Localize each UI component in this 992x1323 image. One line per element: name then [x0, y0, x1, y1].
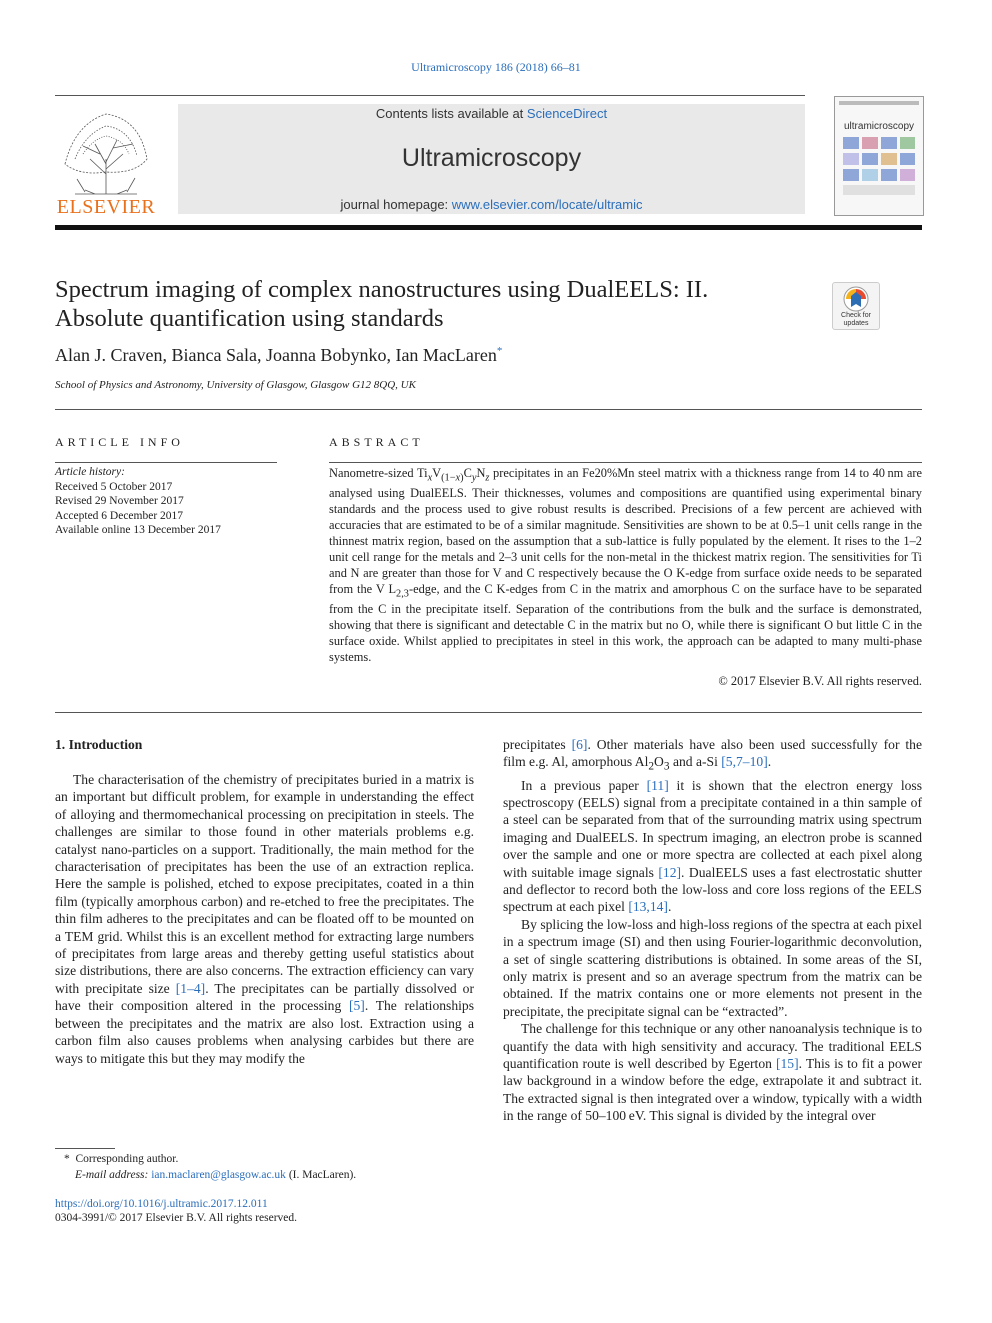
online-date: Available online 13 December 2017	[55, 524, 221, 536]
revised-date: Revised 29 November 2017	[55, 495, 184, 507]
author-name[interactable]: Bianca Sala	[171, 345, 257, 365]
article-info-heading: ARTICLE INFO	[55, 435, 184, 449]
author-name[interactable]: Joanna Bobynko	[265, 345, 387, 365]
cover-image-grid-icon	[843, 137, 915, 199]
homepage-line: journal homepage: www.elsevier.com/locate/ultramic	[340, 197, 643, 212]
article-title	[55, 275, 815, 333]
issn-line: 0304-3991/© 2017 Elsevier B.V. All rights reserved.	[55, 1212, 298, 1224]
cover-top-band	[839, 101, 919, 105]
author-name[interactable]: Ian MacLaren	[395, 345, 497, 365]
email-link[interactable]: ian.maclaren@glasgow.ac.uk	[151, 1169, 286, 1181]
check-updates-label: Check for updates	[841, 312, 871, 327]
citation-link[interactable]: [15]	[775, 1056, 799, 1072]
journal-title: Ultramicroscopy	[401, 144, 582, 172]
paragraph: The characterisation of the chemistry of precipitates buried in a matrix is an important but difficult problem, for example in understanding the effect of alloying and thermomechanical processing on precipitation in steels. The challenges are similar to those found in other materials problems e.g. catalyst nano-particles on a support. Traditionally, the main method for the characterisation of precipitates has been the use of an extraction replica. Here the sample is polished, etched to expose precipitates, coated in a thin film (typically amorphous carbon) and re-etched to free the precipitates. The thin film adheres to the precipitates and can be floated off to be mounted on a TEM grid. Whilst this is an excellent method for extracting large numbers of precipitates from large areas and thereby getting useful statistics about size distributions, there are also concerns. The extraction efficiency can vary with precipitate size [1–4]. The precipitates can be partially dissolved or have their composition altered in the processing [5]. The relationships between the precipitates and the matrix are also lost. Extraction using a carbon film also causes problems when analysing carbides but there are ways to mitigate this but they may modify the	[55, 772, 474, 1066]
check-for-updates-button[interactable]	[832, 282, 880, 330]
journal-reference-link[interactable]: Ultramicroscopy 186 (2018) 66–81	[411, 60, 581, 74]
affiliation: School of Physics and Astronomy, University of Glasgow, Glasgow G12 8QQ, UK	[55, 379, 416, 391]
contents-line: Contents lists available at ScienceDirect	[375, 106, 608, 121]
abstract-copyright: © 2017 Elsevier B.V. All rights reserved.	[718, 674, 922, 688]
section-rule	[55, 712, 922, 713]
title-line-2: Absolute quantification using standards	[55, 305, 444, 332]
citation-link[interactable]: [1–4]	[175, 980, 206, 996]
section-heading: 1. Introduction	[55, 737, 143, 752]
footnote-corresponding: * Corresponding author.	[64, 1153, 179, 1165]
citation-link[interactable]: [5,7–10]	[721, 754, 768, 770]
footnote-email: E-mail address: ian.maclaren@glasgow.ac.uk (I. MacLaren).	[75, 1169, 357, 1181]
journal-cover-thumbnail[interactable]	[834, 96, 924, 216]
article-history	[55, 465, 285, 538]
received-date: Received 5 October 2017	[55, 480, 173, 493]
doi-link[interactable]: https://doi.org/10.1016/j.ultramic.2017.12.011	[55, 1198, 268, 1210]
body-column-right	[503, 736, 922, 1125]
corresponding-author-mark[interactable]: *	[496, 345, 503, 357]
abstract-rule	[329, 462, 922, 463]
check-updates-icon	[843, 286, 869, 312]
body-column-left	[55, 771, 474, 1067]
top-rule	[55, 95, 805, 96]
citation-link[interactable]: [11]	[646, 777, 669, 793]
abstract-text: Nanometre-sized $Ti_xV_{(1-x)}C_yN_z$ precipitates in an Fe20%Mn steel matrix with a thickness range from 14 to 40 nm are analysed using DualEELS. Their thicknesses, volumes and compositions are quantified using experimental binary standards and the process used to give robust results is described. Precisions of a few percent are achieved with accuracies that are estimated to be of a similar magnitude. Sensitivities are shown to be at 0.5–1 unit cells range in the thinnest matrix region, based on the assumption that a sub-lattice is fully populated by the element. It rises to the 1–2 unit cell range for the metals and 2–3 unit cells for the non-metal in the thickest matrix region. The sensitivities for Ti and N are greater than those for V and C respectively because the O K-edge from surface oxide needs to be separated from the V $L_{2,3}$-edge, and the C K-edges from C in the matrix and amorphous C on the surface have to be separated from the C in the precipitate itself. Separation of the contributions from the bulk and the surface is demonstrated, showing that there is significant and detectable C in the matrix but no O, while there is significant O but little C in the surface oxide. Whilst applied to precipitates in steel in this work, the approach can be adapted to many multi-phase systems.	[329, 466, 923, 664]
homepage-link[interactable]: www.elsevier.com/locate/ultramic	[451, 197, 643, 212]
paragraph: The challenge for this technique or any other nanoanalysis technique is to quantify the data with high sensitivity and accuracy. The traditional EELS quantification route is well described by Egerton [15]. This is to fit a power law background in a window before the edge, extrapolate it and subtract it. The extracted signal is then integrated over a window, typically with a width in the range of 50–100 eV. This signal is divided by the integral over	[503, 1021, 923, 1124]
paragraph: precipitates [6]. Other materials have also been used successfully for the film e.g. Al, amorphous $Al_2O_3$ and a-Si [5,7–10].	[503, 737, 922, 774]
history-label: Article history:	[55, 466, 125, 478]
sciencedirect-link[interactable]: ScienceDirect	[526, 106, 608, 121]
paragraph: In a previous paper [11] it is shown that the electron energy loss spectroscopy (EELS) signal from a precipitate contained in a thin sample of a steel can be separated from that of the surrounding matrix using spectrum imaging and DualEELS. In spectrum imaging, an electron probe is scanned over the sample and one or more spectra are collected at each pixel along with suitable image signals [12]. DualEELS uses a fast electrostatic shutter and deflector to record both the low-loss and core loss regions of the EELS spectrum at each pixel [13,14].	[503, 777, 922, 915]
abstract-heading: ABSTRACT	[329, 435, 424, 449]
header-rule	[55, 225, 922, 230]
title-line-1: Spectrum imaging of complex nanostructures using DualEELS: II.	[55, 276, 709, 303]
elsevier-wordmark: ELSEVIER	[56, 196, 156, 218]
footnote-rule	[55, 1148, 115, 1149]
author-name[interactable]: Alan J. Craven	[55, 345, 163, 365]
author-list: Alan J. Craven, Bianca Sala, Joanna Bobynko, Ian MacLaren*	[55, 345, 503, 365]
citation-link[interactable]: [5]	[348, 998, 365, 1014]
paragraph: By splicing the low-loss and high-loss regions of the spectra at each pixel in a spectrum image (SI) and then using Fourier-logarithmic deconvolution, a set of single scattering distributions is obtained. In some areas of the SI, only matrix is present and so an average spectrum from the matrix can be obtained. If the matrix contains one or more elements not present in the precipitate, the precipitate signal can be “extracted”.	[503, 916, 922, 1019]
citation-link[interactable]: [13,14]	[628, 899, 668, 915]
citation-link[interactable]: [12]	[658, 864, 682, 880]
cover-title: ultramicroscopy	[843, 121, 915, 132]
article-info-rule	[55, 462, 277, 463]
section-rule	[55, 409, 922, 410]
accepted-date: Accepted 6 December 2017	[55, 509, 184, 522]
citation-link[interactable]: [6]	[571, 737, 588, 752]
